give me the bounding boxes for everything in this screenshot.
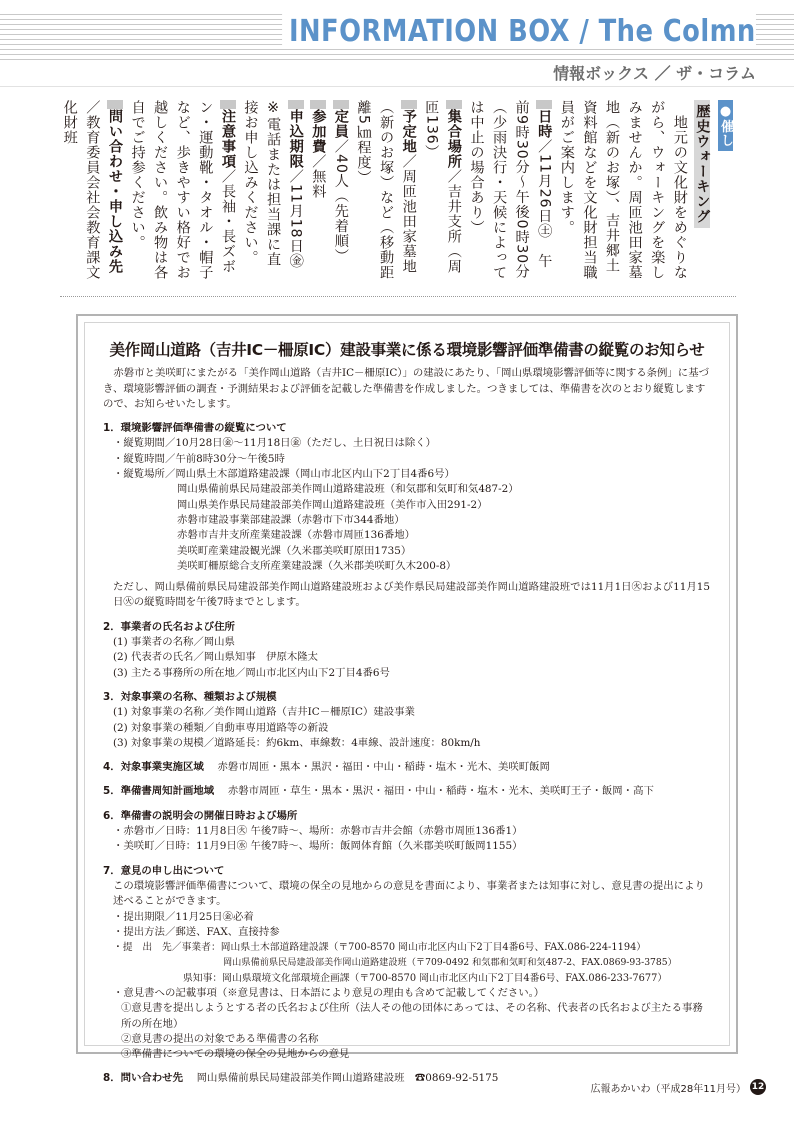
event-item-cautions: 注意事項／長袖・長ズボン・運動靴・タオル・帽子など、歩きやすい格好でお越しください。飲み物は各自でご持参ください。 [129, 100, 236, 280]
list-item: ・赤磐市／日時：11月8日㊋ 午後7時～、場所：赤磐市吉井会館（赤磐市周匝136番1） [113, 825, 523, 838]
section-text: 赤磐市周匝・黒本・黒沢・福田・中山・稲蒔・塩木・光木、美咲町飯岡 [217, 761, 550, 774]
event-intro: 地元の文化財をめぐりながら、ウォーキングを楽しみませんか。周匝池田家墓地（新のお塚）、吉井郷土資料館などを文化財担当職員がご案内します。 [558, 100, 688, 280]
list-item: ①意見書を提出しようとする者の氏名および住所（法人その他の団体にあっては、その名称、代表者の氏名および主たる事務所の所在地） [121, 1002, 703, 1030]
event-item-capacity: 定員／40人（先着順） [329, 100, 352, 280]
viewing-note: ただし、岡山県備前県民局建設部美作岡山道路建設班および美作県民局建設部美作岡山道路建設班では11月1日㊋および11月15日㊋の縦覧時間を午後7時までとします。 [113, 581, 710, 609]
event-item-deadline: 申込期限／11月18日㊎ [284, 100, 307, 280]
notice-box [76, 314, 738, 1085]
list-item: (3) 対象事業の規模／道路延長：約6km、車線数：4車線、設計速度：80km/h [113, 736, 481, 749]
viewing-place: 美咲町柵原総合支所産業建設課（久米郡美咲町久木200-8） [177, 559, 457, 572]
section-5 [103, 784, 711, 799]
event-item-contact: 問い合わせ・申し込み先／教育委員会社会教育課文化財班 [61, 100, 123, 280]
section-heading: 1．環境影響評価準備書の縦覧について [103, 422, 287, 435]
section-6 [103, 809, 711, 855]
list-item: 岡山県備前県民局建設部美作岡山道路建設班（〒709-0492 和気郡和気町和気487-2、FAX.0869-93-3785） [223, 957, 677, 969]
list-item: (2) 対象事業の種類／自動車専用道路等の新設 [113, 721, 329, 734]
event-item-fee: 参加費／無料 [307, 100, 330, 280]
list-item: ②意見書の提出の対象である準備書の名称 [121, 1032, 319, 1045]
viewing-place: 岡山県美作県民局建設部美作岡山道路建設班（美作市入田291-2） [177, 498, 488, 511]
notice-intro: 赤磐市と美咲町にまたがる「美作岡山道路（吉井IC－柵原IC）」の建設にあたり、「岡山県環境影響評価等に関する条例」に基づき、環境影響評価の調査・予測結果および評価を記載した準備書を作成しました。つきましては、準備書を次のとおり縦覧しますので、お知らせいたします。 [103, 367, 709, 410]
viewing-time: ・縦覧時間／午前8時30分～午後5時 [113, 452, 285, 465]
list-item: ・意見書への記載事項（※意見書は、日本語により意見の理由も含めて記載してください。） [113, 986, 545, 999]
section-heading: 3．対象事業の名称、種類および規模 [103, 690, 277, 703]
section-2 [103, 620, 711, 681]
section-heading: 4．対象事業実施区域 [103, 761, 204, 774]
page-title: INFORMATION BOX / The Colmn [282, 14, 756, 49]
viewing-place: ・縦覧場所／岡山県土木部道路建設課（岡山市北区内山下2丁目4番6号） [113, 468, 455, 481]
section-text: この環境影響評価準備書について、環境の保全の見地からの意見を書面により、事業者または知事に対し、意見書の提出により述べることができます。 [113, 879, 705, 908]
list-item: ・提出期限／11月25日㊎必着 [113, 910, 254, 923]
list-item: ・提 出 先／事業者：岡山県土木部道路建設課（〒700-8570 岡山市北区内山下2丁目4番6号、FAX.086-224-1194） [113, 942, 647, 954]
section-heading: 2．事業者の氏名および住所 [103, 620, 235, 633]
section-3 [103, 690, 711, 751]
section-heading: 5．準備書周知計画地域 [103, 785, 215, 798]
event-item-destination: 予定地／周匝池田家墓地（新のお塚）など（移動距離5㎞程度） [355, 100, 417, 280]
section-4 [103, 760, 711, 775]
list-item: ・美咲町／日時：11月9日㊌ 午後7時～、場所：飯岡体育館（久米郡美咲町飯岡1155） [113, 840, 523, 853]
event-title: 歴史ウォーキング [694, 100, 710, 228]
section-7 [103, 864, 711, 1063]
event-item-note: ※電話または担当課に直接お申し込みください。 [242, 100, 282, 267]
viewing-place: 美咲町産業建設観光課（久米郡美咲町原田1735） [177, 544, 412, 557]
section-heading: 6．準備書の説明会の開催日時および場所 [103, 809, 298, 822]
list-item: (1) 対象事業の名称／美作岡山道路（吉井IC－柵原IC）建設事業 [113, 706, 415, 719]
viewing-place: 赤磐市建設事業部建設課（赤磐市下市344番地） [177, 513, 405, 526]
section-heading: 8．問い合わせ先 [103, 1072, 183, 1085]
section-text: 岡山県備前県民局建設部美作岡山道路建設班 ☎0869-92-5175 [196, 1072, 499, 1085]
list-item: ・提出方法／郵送、FAX、直接持参 [113, 925, 280, 938]
list-item: (2) 代表者の氏名／岡山県知事 伊原木隆太 [113, 651, 319, 664]
event-item-meeting-place: 集合場所／吉井支所（周匝136） [423, 100, 462, 274]
list-item: 県知事：岡山県環境文化部環境企画課（〒700-8570 岡山市北区内山下2丁目4番6号、FAX.086-233-7677） [183, 972, 668, 984]
event-item-datetime: 日時／11月26日㊏ 午前9時30分～午後0時30分（少雨決行・天候によっては中止の場合あり） [468, 100, 553, 280]
footer-publication: 広報あかいわ（平成28年11月号） [590, 1083, 746, 1095]
header-divider [0, 86, 794, 87]
event-tag: ●催し [718, 100, 733, 151]
list-item: (1) 事業者の名称／岡山県 [113, 636, 235, 649]
list-item: (3) 主たる事務所の所在地／岡山市北区内山下2丁目4番6号 [113, 666, 390, 679]
section-1 [103, 421, 711, 611]
event-column [58, 100, 736, 280]
page-footer [591, 1079, 766, 1095]
section-divider [60, 296, 736, 297]
page-subtitle: 情報ボックス ／ ザ・コラム [553, 64, 756, 83]
section-heading: 7．意見の申し出について [103, 864, 225, 877]
viewing-period: ・縦覧期間／10月28日㊎～11月18日㊎（ただし、土日祝日は除く） [113, 437, 437, 450]
list-item: ③準備書についての環境の保全の見地からの意見 [121, 1048, 350, 1061]
section-text: 赤磐市周匝・草生・黒本・黒沢・福田・中山・稲蒔・塩木・光木、美咲町王子・飯岡・高下 [227, 785, 654, 798]
notice-title: 美作岡山道路（吉井IC－柵原IC）建設事業に係る環境影響評価準備書の縦覧のお知らせ [109, 341, 705, 359]
viewing-place: 岡山県備前県民局建設部美作岡山道路建設班（和気郡和気町和気487-2） [177, 483, 519, 496]
viewing-place: 赤磐市吉井支所産業建設課（赤磐市周匝136番地） [177, 529, 416, 542]
page-number: 12 [750, 1079, 766, 1095]
